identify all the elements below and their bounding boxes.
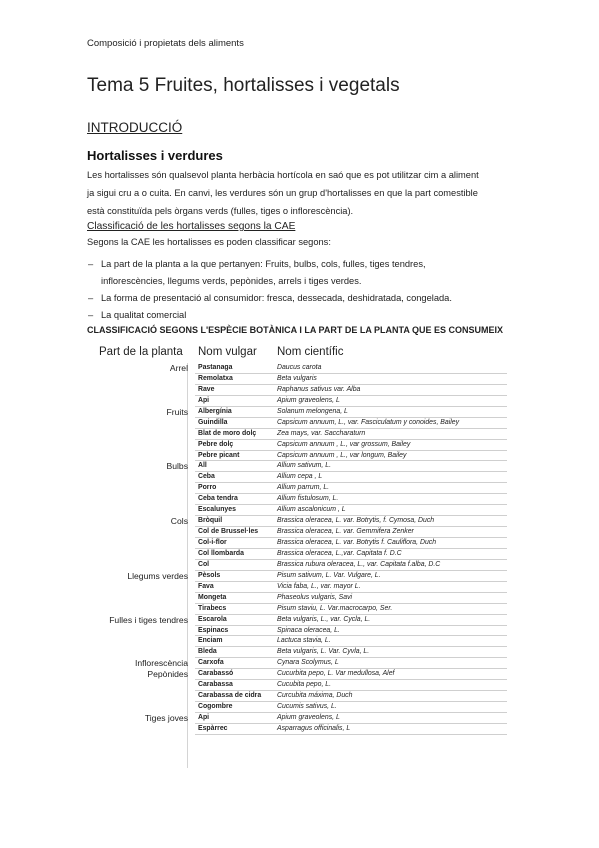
table-header: [87, 346, 507, 362]
cell-scientific-name: Allium fistulosum, L.: [277, 495, 339, 503]
cell-common-name: Col-i-flor: [198, 539, 227, 546]
cell-common-name: Api: [198, 396, 210, 404]
cell-common-name: Blat de moro dolç: [198, 429, 257, 437]
cell-scientific-name: Brassica oleracea, L. var. Gemmifera Zenker: [277, 528, 414, 536]
table-row: [87, 571, 507, 582]
table-row: [87, 516, 507, 527]
cell-plant-part: Cols: [170, 516, 188, 527]
cell-scientific-name: Capsicum annuum , L., var grossum, Bailey: [277, 440, 411, 448]
criteria-list: [87, 256, 452, 324]
table-row: [87, 702, 507, 713]
cell-common-name: Carabassa: [198, 681, 233, 689]
cell-common-name: Pastanaga: [198, 364, 233, 371]
list-item-text: – La qualitat comercial: [101, 310, 187, 320]
list-item-text: inflorescències, llegums verds, pepònides, arrels i tiges verdes.: [101, 276, 362, 286]
cell-plant-part: Fruits: [166, 406, 188, 417]
intro-paragraph: [87, 166, 517, 220]
table-row: [87, 505, 507, 516]
list-item: [87, 307, 452, 324]
cell-scientific-name: Pisum staviu, L. Var.macrocarpo, Ser.: [277, 604, 393, 612]
cell-common-name: Api: [198, 714, 210, 721]
cell-common-name: Mongeta: [198, 593, 227, 601]
cell-common-name: Col de Brussel·les: [198, 528, 259, 536]
cell-scientific-name: Lactuca stavia, L.: [277, 637, 331, 645]
table-row: [87, 604, 507, 615]
cell-common-name: Escalunyes: [198, 506, 236, 514]
column-header-part: Part de la planta: [99, 346, 183, 358]
cell-common-name: Pèsols: [198, 571, 221, 579]
table-row: [87, 669, 507, 680]
cell-scientific-name: Solanum melongena, L: [277, 407, 348, 415]
running-header: Composició i propietats dels aliments: [87, 38, 244, 49]
cell-common-name: Pebre dolç: [198, 440, 234, 448]
cell-scientific-name: Asparragus officinalis, L: [277, 724, 351, 732]
table-row: [87, 691, 507, 702]
cell-plant-part: Llegums verdes: [127, 570, 188, 581]
cell-plant-part: Bulbs: [166, 461, 188, 472]
cell-scientific-name: Allium parrum, L.: [277, 484, 330, 492]
cell-scientific-name: Allium ascalonicum , L: [277, 506, 346, 514]
cell-common-name: Espàrrec: [198, 724, 228, 732]
cell-scientific-name: Cucumis sativus, L.: [277, 703, 337, 711]
table-row: [87, 451, 507, 462]
cell-scientific-name: Phaseolus vulgaris, Savi: [277, 593, 353, 601]
cell-common-name: Tirabecs: [198, 604, 227, 612]
cell-scientific-name: Pisum sativum, L. Var. Vulgare, L.: [277, 571, 381, 579]
cell-plant-part: Inflorescència: [134, 658, 188, 669]
table-body: [87, 363, 507, 735]
table-row: [87, 658, 507, 669]
cell-scientific-name: Cynara Scolymus, L: [277, 659, 339, 667]
cell-scientific-name: Beta vulgaris, L. Var. Cyvla, L.: [277, 648, 370, 656]
table-row: [87, 363, 507, 374]
cell-common-name: Rave: [198, 385, 215, 393]
table-row: [87, 385, 507, 396]
cell-common-name: Guindilla: [198, 418, 228, 426]
table-row: [87, 593, 507, 604]
cell-common-name: Albergínia: [198, 407, 232, 415]
table-row: [87, 680, 507, 691]
cell-scientific-name: Brassica rubura oleracea, L., var. Capitata f.alba, D.C: [277, 560, 441, 568]
table-row: [87, 472, 507, 483]
table-row: [87, 407, 507, 418]
cell-common-name: Remolatxa: [198, 374, 233, 382]
table-row: [87, 374, 507, 385]
cell-scientific-name: Apium graveolens, L: [277, 396, 340, 404]
cell-common-name: Fava: [198, 582, 214, 590]
cell-scientific-name: Curcubita máxima, Duch: [277, 692, 353, 700]
cell-scientific-name: Raphanus sativus var. Alba: [277, 385, 361, 393]
cell-scientific-name: Brassica oleracea, L. var. Botrytis, f. Cymosa, Duch: [277, 517, 435, 525]
list-item-text: – La part de la planta a la que pertanyen: Fruits, bulbs, cols, fulles, tiges tendres,: [101, 259, 426, 269]
table-row: [87, 538, 507, 549]
table-row: [87, 461, 507, 472]
cell-common-name: Col: [198, 560, 210, 568]
cell-common-name: Carabassó: [198, 670, 234, 678]
column-header-common-name: Nom vulgar: [198, 346, 257, 358]
cell-common-name: Espinacs: [198, 626, 229, 634]
page-title: Tema 5 Fruites, hortalisses i vegetals: [87, 75, 400, 96]
table-row: [87, 527, 507, 538]
table-row: [87, 560, 507, 571]
cell-scientific-name: Capsicum annuum , L., var longum, Bailey: [277, 451, 407, 459]
cell-scientific-name: Cucubita pepo, L.: [277, 681, 332, 689]
subheading: Hortalisses i verdures: [87, 148, 223, 163]
table-row: [87, 713, 507, 724]
cell-common-name: All: [198, 462, 207, 470]
cell-scientific-name: Spinaca oleracea, L.: [277, 626, 340, 634]
cell-common-name: Carabassa de cidra: [198, 692, 262, 700]
row-divider: [195, 734, 507, 735]
table-row: [87, 440, 507, 451]
cell-common-name: Ceba tendra: [198, 495, 238, 503]
table-heading: CLASSIFICACIÓ SEGONS L'ESPÈCIE BOTÀNICA I LA PART DE LA PLANTA QUE ES CONSUMEIX: [87, 325, 503, 335]
table-row: [87, 549, 507, 560]
cell-scientific-name: Apium graveolens, L: [277, 714, 340, 721]
list-item: [87, 256, 452, 290]
table-row: [87, 636, 507, 647]
paragraph-line: Les hortalisses són qualsevol planta herbàcia hortícola en saó que es pot utilitzar cim a aliment: [87, 170, 479, 180]
section-heading: INTRODUCCIÓ: [87, 120, 183, 135]
cell-common-name: Carxofa: [198, 659, 224, 667]
cell-common-name: Bròquil: [198, 517, 223, 525]
cell-plant-part: Tiges joves: [144, 713, 188, 723]
cell-plant-part: Arrel: [169, 363, 188, 373]
table-row: [87, 724, 507, 735]
table-row: [87, 615, 507, 626]
cell-common-name: Escarola: [198, 615, 227, 623]
cell-scientific-name: Cucurbita pepo, L. Var medullosa, Alef: [277, 670, 395, 678]
cell-scientific-name: Zea mays, var. Saccharaturn: [277, 429, 366, 437]
classification-intro: Segons la CAE les hortalisses es poden classificar segons:: [87, 237, 331, 247]
cell-scientific-name: Brassica oleracea, L.,var. Capitata f. D.C: [277, 549, 402, 557]
table-row: [87, 418, 507, 429]
cell-scientific-name: Beta vulgaris, L., var. Cycla, L.: [277, 615, 371, 623]
table-row: [87, 396, 507, 407]
cell-scientific-name: Allium cepa , L: [277, 473, 323, 481]
table-row: [87, 626, 507, 637]
cell-common-name: Ceba: [198, 473, 215, 481]
list-item-text: – La forma de presentació al consumidor: fresca, dessecada, deshidratada, congelada.: [101, 293, 452, 303]
cell-common-name: Bleda: [198, 648, 217, 656]
column-header-scientific-name: Nom científic: [277, 346, 344, 358]
cell-plant-part: Fulles i tiges tendres: [109, 614, 188, 625]
cell-common-name: Pebre picant: [198, 451, 240, 459]
table-row: [87, 429, 507, 440]
list-item: [87, 290, 452, 307]
cell-scientific-name: Vicia faba, L., var. mayor L.: [277, 582, 361, 590]
table-row: [87, 647, 507, 658]
cell-scientific-name: Brassica oleracea, L. var. Botrytis f. Cauliflora, Duch: [277, 539, 437, 546]
cell-plant-part: Pepònides: [147, 669, 188, 680]
cell-scientific-name: Daucus carota: [277, 364, 322, 371]
table-row: [87, 483, 507, 494]
cell-scientific-name: Beta vulgaris: [277, 374, 317, 382]
cell-common-name: Cogombre: [198, 703, 233, 711]
classification-heading: Classificació de les hortalisses segons la CAE: [87, 221, 296, 232]
cell-common-name: Col llombarda: [198, 549, 244, 557]
cell-common-name: Enciam: [198, 637, 223, 645]
paragraph-line: està constituïda pels òrgans verds (fulles, tiges o inflorescència).: [87, 206, 354, 216]
paragraph-line: ja sigui cru a o cuita. En canvi, les verdures són un grup d'hortalisses en que la part comestible: [87, 188, 478, 198]
cell-scientific-name: Capsicum annuum, L., var. Fasciculatum y conoides, Bailey: [277, 418, 460, 426]
table-row: [87, 582, 507, 593]
table-row: [87, 494, 507, 505]
cell-common-name: Porro: [198, 484, 217, 492]
cell-scientific-name: Allium sativum, L.: [277, 462, 331, 470]
